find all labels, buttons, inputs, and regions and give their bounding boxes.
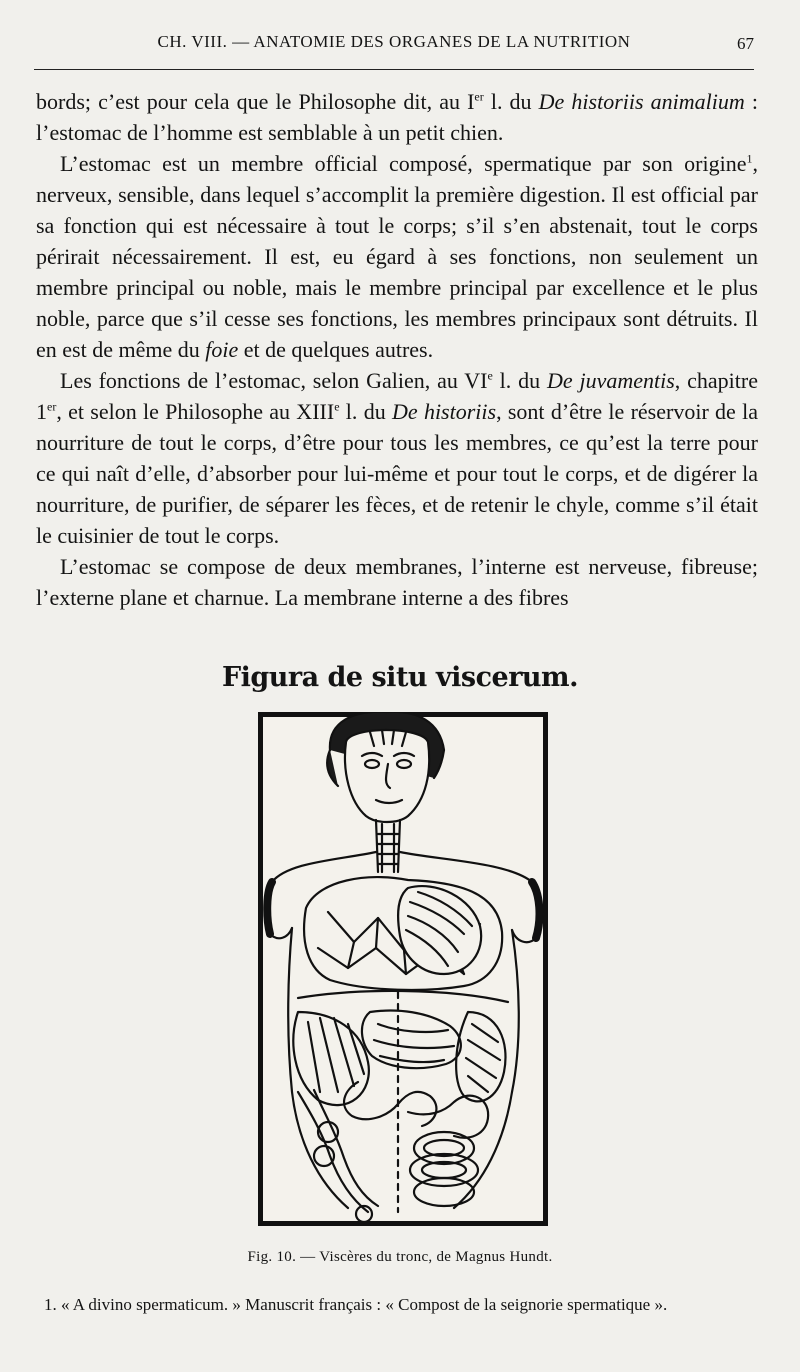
text-run: , sont d’être le réservoir de la nourriture de tout le corps, d’être pour tous les membres, ce qu’est la terre pour ce qui naît d’elle, d’absorber pour lui-même et pour tout le corps, et de digérer la nourriture, de purifier, de séparer les fèces, et de retenir le chyle, comme s’il était le cuisinier de tout le corps. [36,399,758,548]
text-run: l. du [339,399,392,424]
woodcut-illustration [258,712,548,1226]
text-run: L’estomac se compose de deux membranes, l’interne est nerveuse, fibreuse; l’externe plane et charnue. La membrane interne a des fibres [36,554,758,610]
paragraph-2 [36,148,758,365]
superscript: er [474,89,484,104]
superscript: e [334,399,340,414]
book-title: De juvamentis [546,368,675,393]
text-run: , et selon le Philosophe au XIII [56,399,335,424]
woodcut-title: Figura de situ viscerum. [221,662,579,693]
text-run: et de quelques autres. [238,337,434,362]
text-run: , chapitre 1 [36,368,758,424]
paragraph-4 [36,551,758,613]
paragraph-3 [36,365,758,551]
text-run: L’estomac est un membre official composé, spermatique par son origine [60,151,747,176]
running-head [34,32,754,58]
book-title: De historiis [392,399,497,424]
superscript: e [487,368,493,383]
superscript: er [47,399,57,414]
body-text [36,86,758,613]
viscera-figure [258,712,548,1226]
text-run: Les fonctions de l’estomac, selon Galien, au VI [60,368,488,393]
text-run: l. du [492,368,547,393]
text-run: bords; c’est pour cela que le Philosophe dit, au I [36,89,475,114]
text-run: l. du [483,89,539,114]
paragraph-1 [36,86,758,148]
book-title: De historiis animalium [538,89,745,114]
chapter-title: CH. VIII. — ANATOMIE DES ORGANES DE LA NUTRITION [157,32,631,51]
page-number: 67 [737,34,754,53]
footnote: 1. « A divino spermaticum. » Manuscrit français : « Compost de la seignorie spermatique ». [44,1295,668,1314]
footnote-ref: 1 [746,151,753,166]
text-run: : l’estomac de l’homme est semblable à un petit chien. [36,89,758,145]
text-run: , nerveux, sensible, dans lequel s’accomplit la première digestion. Il est official par sa fonction qui est nécessaire à tout le corps; s’il s’en abstenait, tout le corps périrait nécessairement. Il est, eu égard à ses fonctions, non seulement un membre principal ou noble, mais le membre principal par excellence et le plus noble, parce que s’il cesse ses fonctions, les membres principaux sont détruits. Il en est de même du [36,151,758,362]
figure-caption: Fig. 10. — Viscères du tronc, de Magnus Hundt. [247,1249,553,1265]
header-rule [34,69,754,70]
italic-word: foie [205,337,239,362]
